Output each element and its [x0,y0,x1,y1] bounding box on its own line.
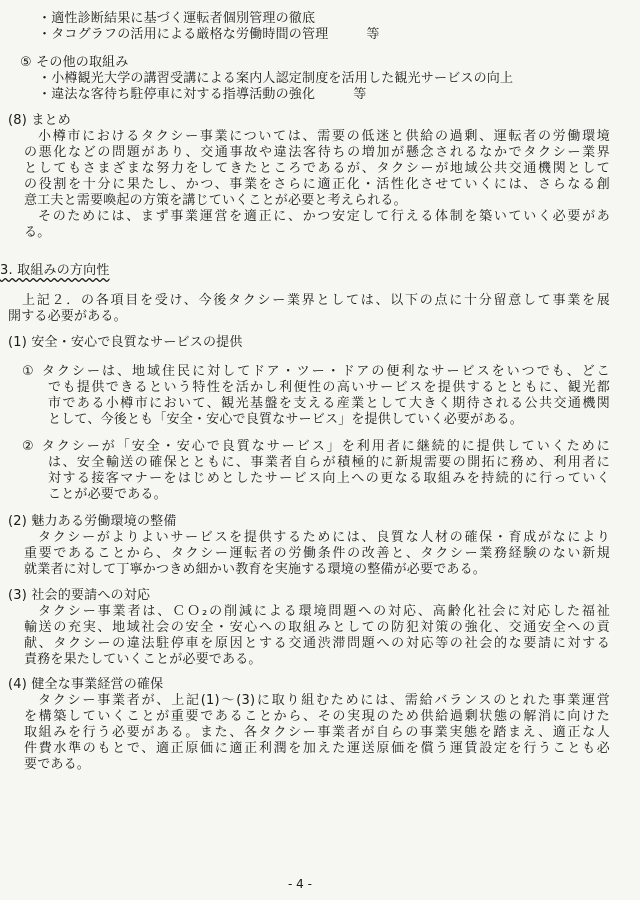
bullet-line: ・違法な客待ち駐停車に対する指導活動の強化 等 [38,87,367,102]
subsection-1-heading: (1) 安全・安心で良質なサービスの提供 [8,335,243,350]
item-1-line: 市である小樽市において、観光基盤を支える産業として大きく期待される公共交通機関 [48,396,610,411]
section-intro-line: 開する必要がある。 [8,309,127,324]
bullet-line: ・小樽観光大学の講習受講による案内人認定制度を活用した観光サービスの向上 [38,71,514,86]
bullet-line: ・適性診断結果に基づく運転者個別管理の徹底 [38,11,316,26]
subsection-3-heading: (3) 社会的要請への対応 [8,588,151,603]
item-2-line: は、安全輸送の確保とともに、事業者自らが積極的に新規需要の開拓に務め、利用者に [48,455,610,470]
summary-line: そのためには、まず事業運営を適正に、かつ安定して行える体制を築いていく必要があ [38,209,610,224]
section-title: 3. 取組みの方向性 [0,263,110,278]
item-1-line: として、今後とも「安全・安心で良質なサービス」を提供していく必要がある。 [48,412,523,427]
subsection-4-line: 件費水準のもとで、適正原価に適正利潤を加えた運送原価を償う運賃設定を行うことも必 [24,741,610,756]
subsection-3-line: 献、タクシーの違法駐停車を原因とする交通渋滞問題への対応等の社会的な要請に対する [24,636,610,651]
bullet-line: ・タコグラフの活用による厳格な労働時間の管理 等 [38,27,380,42]
item-2-line: ことが必要である。 [48,487,167,502]
item-1-line: でも提供できるという特性を活かし利便性の高いサービスを提供するとともに、観光都 [48,380,610,395]
subsection-4-line: を構築していくことが重要であることから、その実現のため供給過剰状態の解消に向けた [24,709,610,724]
summary-heading: (8) まとめ [8,113,71,128]
subsection-3-line: 責務を果たしていくことが必要である。 [24,652,262,667]
subsection-4-line: 取組みを行う必要がある。また、各タクシー事業者が自らの事業実態を踏まえ、適正な人 [24,725,610,740]
summary-line: の役割を十分に果たし、かつ、事業をさらに適正化・活性化させていくには、さらなる創 [24,177,610,192]
subsection-2-line: 就業者に対して丁寧かつきめ細かい教育を実施する環境の整備が必要である。 [24,562,487,577]
summary-line: 小樽市におけるタクシー事業については、需要の低迷と供給の過剰、運転者の労働環境 [38,129,610,144]
summary-line: としてもさまざまな努力をしてきたところであるが、タクシーが地域公共交通機関として [24,161,610,176]
subsection-2-line: 重要であることから、タクシー運転者の労働条件の改善と、タクシー業務経験のない新規 [24,546,610,561]
item-2-line: ② タクシーが「安全・安心で良質なサービス」を利用者に継続的に提供していくために [22,439,610,454]
item-1-line: ① タクシーは、地域住民に対してドア・ツー・ドアの便利なサービスをいつでも、どこ [22,364,610,379]
bullet-suffix: 等 [353,87,367,102]
section-intro-line: 上記２．の各項目を受け、今後タクシー業界としては、以下の点に十分留意して事業を展 [22,293,610,308]
subsection-4-heading: (4) 健全な事業経営の確保 [8,677,164,692]
page-number: - 4 - [288,877,312,891]
bullet-suffix: 等 [366,27,380,42]
subsection-4-line: 要である。 [24,757,91,772]
item-2-line: 対する接客マナーをはじめとしたサービス向上への更なる取組みを持続的に行っていく [48,471,610,486]
subsection-2-line: タクシーがよりよいサービスを提供するためには、良質な人材の確保・育成がなにより [38,530,610,545]
subsection-3-line: タクシー事業者は、ＣＯ₂の削減による環境問題への対応、高齢化社会に対応した福祉 [38,604,610,619]
subsection-3-line: 輸送の充実、地域社会の安全・安心への取組みとしての防犯対策の強化、交通安全への貢 [24,620,610,635]
summary-line: の悪化などの問題があり、交通事故や違法客待ちの増加が懸念されるなかでタクシー業界 [24,145,610,160]
summary-line: 意工夫と需要喚起の方策を講じていくことが必要と考えられる。 [24,193,407,208]
subsection-2-heading: (2) 魅力ある労働環境の整備 [8,514,177,529]
subsection-4-line: タクシー事業者が、上記(1)～(3)に取り組むためには、需給バランスのとれた事業運営 [38,693,610,708]
item-5-heading: ⑤ その他の取組み [20,55,129,70]
summary-line: る。 [24,225,51,240]
